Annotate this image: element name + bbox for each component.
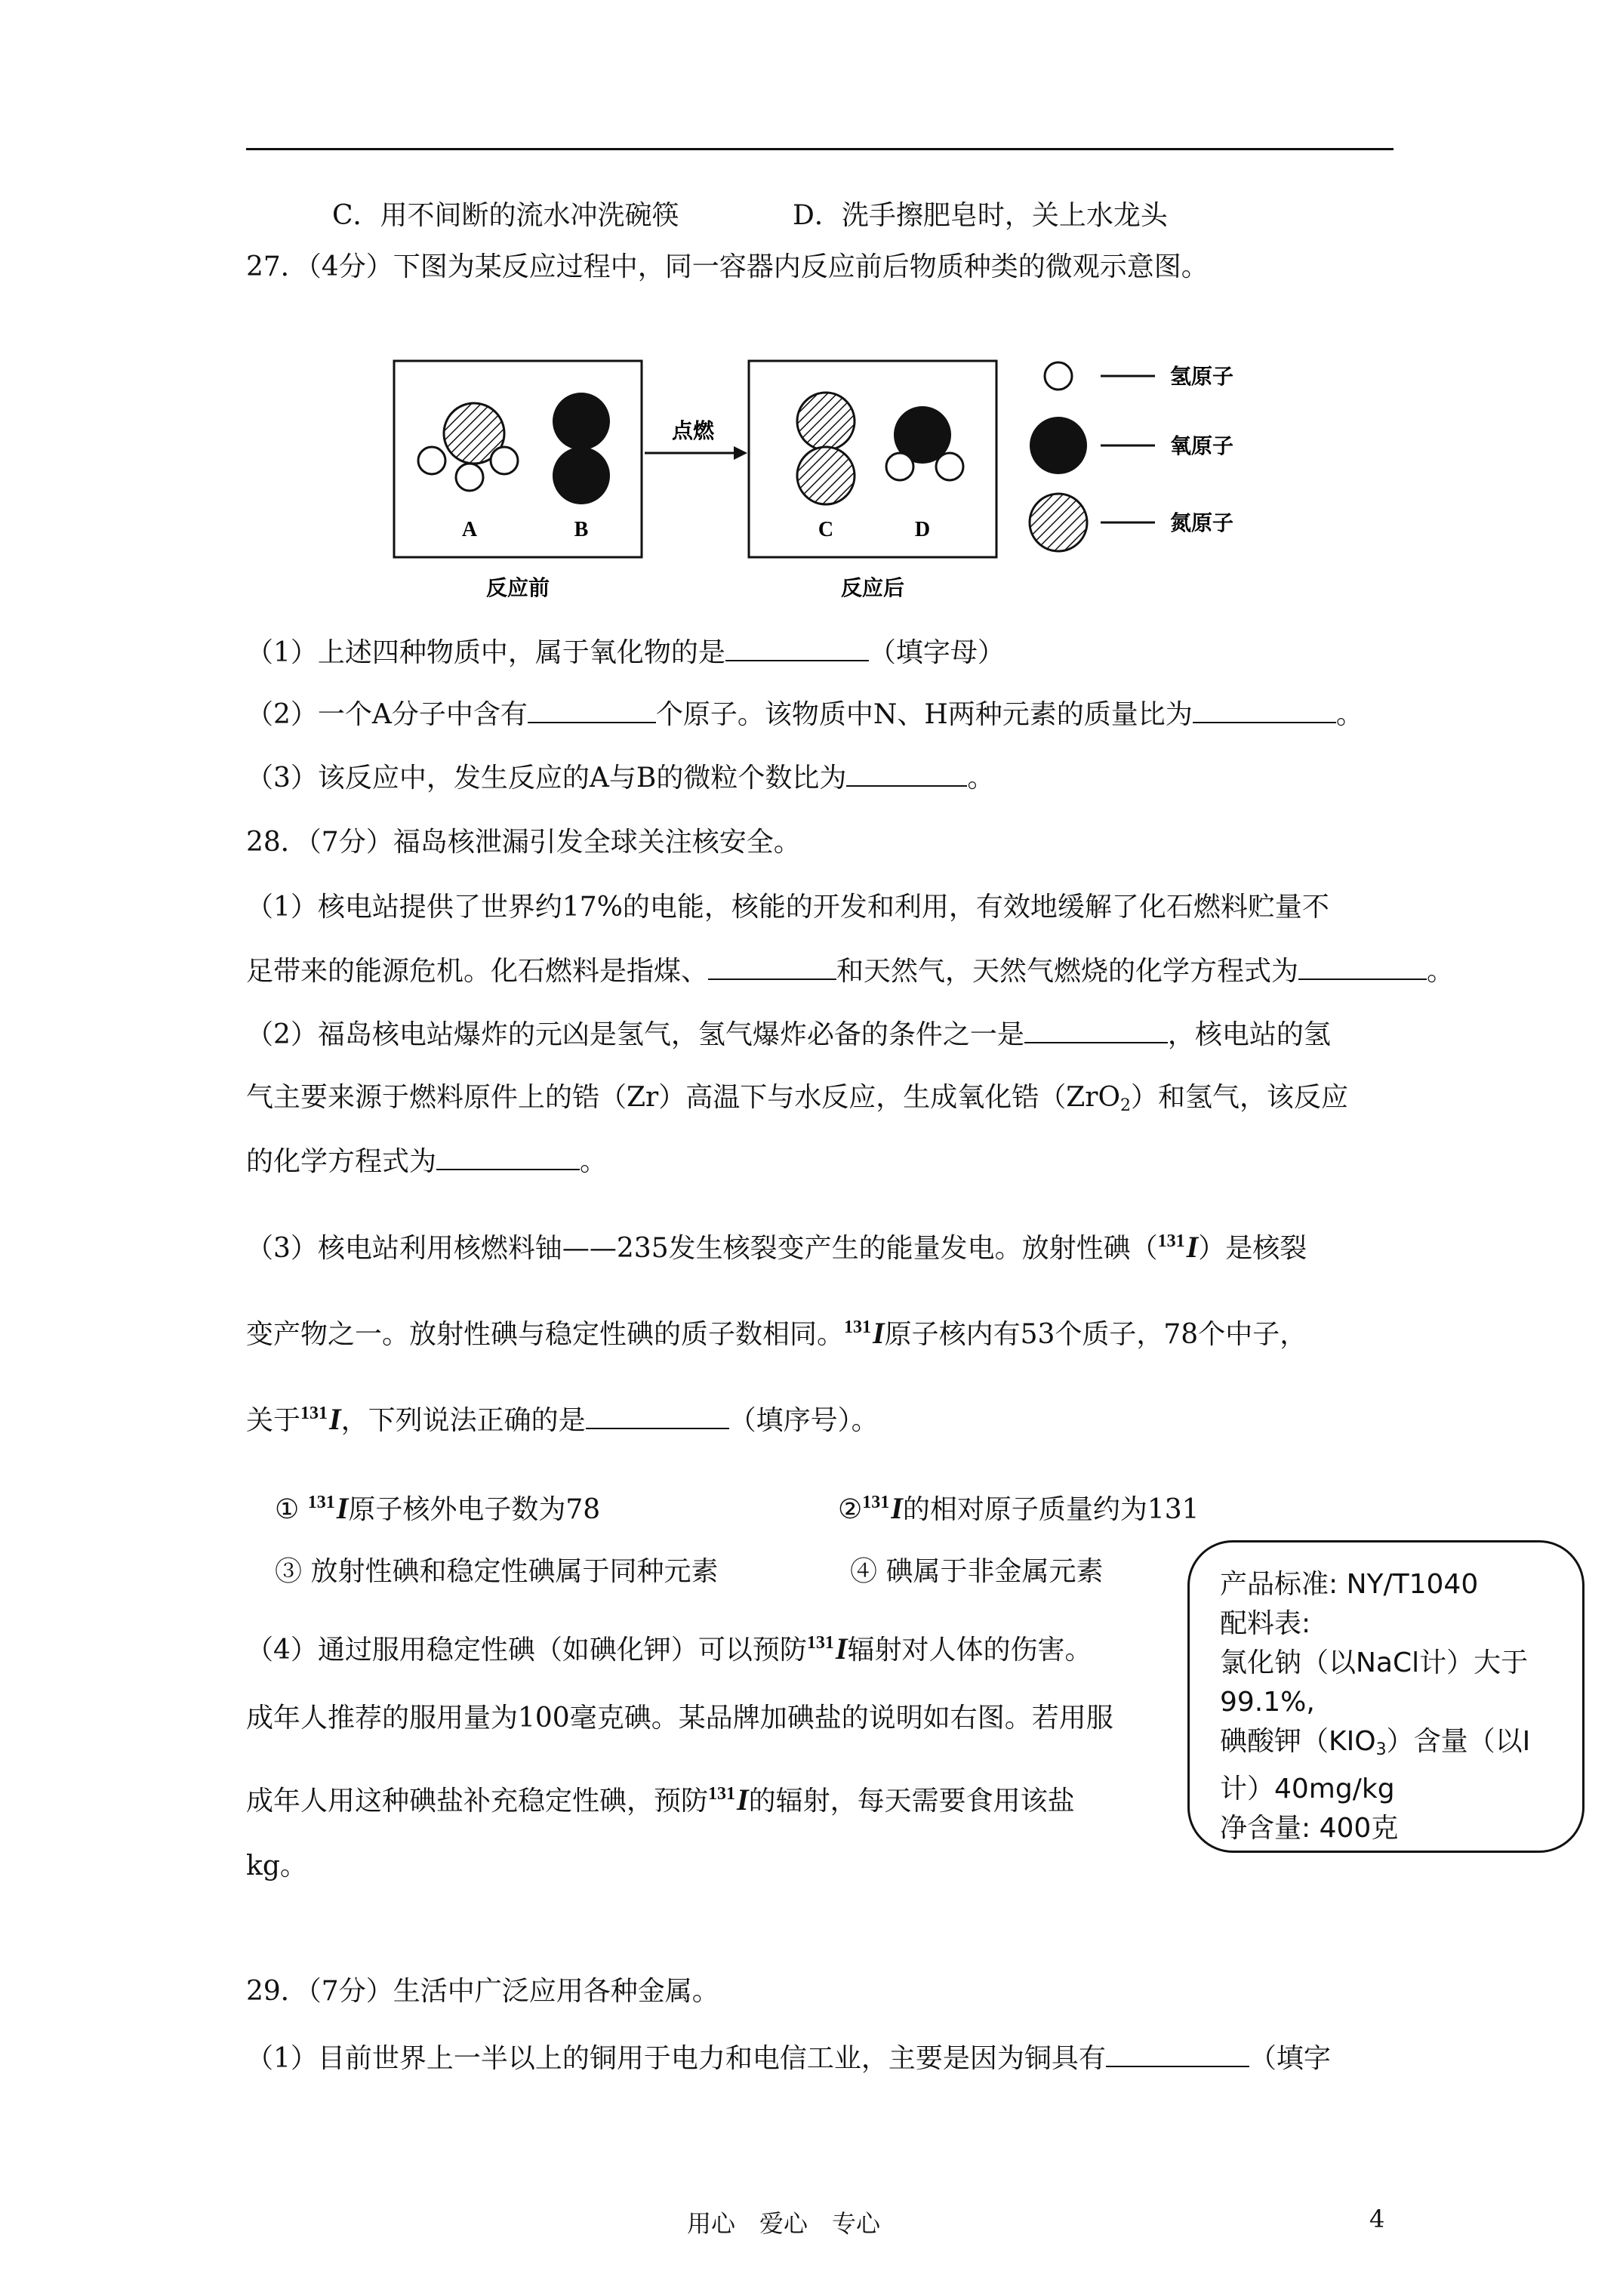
salt-label-standard: 产品标准: NY/T1040 (1220, 1569, 1479, 1600)
q28-part1-line1: （1）核电站提供了世界约17%的电能，核能的开发和利用，有效地缓解了化石燃料贮量不 (246, 892, 1329, 923)
q28-part4-line3: 成年人用这种碘盐补充稳定性碘，预防$^{131}$I的辐射，每天需要食用该盐 (246, 1783, 1075, 1817)
label-c: C (818, 518, 834, 541)
iodine-131: $^{131}$I (300, 1402, 341, 1436)
black-circle-icon (1030, 417, 1087, 474)
reaction-diagram (385, 355, 1291, 612)
answer-blank[interactable] (586, 1402, 729, 1429)
q29-title: 29．（7分）生活中广泛应用各种金属。 (246, 1976, 719, 2007)
answer-blank[interactable] (1193, 696, 1336, 723)
answer-blank[interactable] (1106, 2040, 1249, 2067)
q27-title: 27．（4分）下图为某反应过程中，同一容器内反应前后物质种类的微观示意图。 (246, 251, 1209, 282)
salt-label-kio3: 碘酸钾（KIO3）含量（以I (1220, 1726, 1531, 1759)
iodine-131: $^{131}$I (1157, 1230, 1199, 1264)
q28-part2-line3: 的化学方程式为 。 (246, 1143, 607, 1180)
salt-label-ingredients: 配料表: (1220, 1608, 1311, 1639)
salt-label-box (1187, 1540, 1585, 1853)
q27-part3: （3）该反应中，发生反应的A与B的微粒个数比为 。 (246, 760, 994, 797)
q28-title: 28．（7分）福岛核泄漏引发全球关注核安全。 (246, 827, 801, 858)
q28-part4-line1: （4）通过服用稳定性碘（如碘化钾）可以预防$^{131}$I辐射对人体的伤害。 (246, 1632, 1092, 1666)
arrow-label: 点燃 (671, 418, 715, 443)
option-c: C．用不间断的流水冲洗碗筷 (332, 200, 679, 231)
answer-blank[interactable] (708, 953, 836, 980)
q28-part1-line2: 足带来的能源危机。化石燃料是指煤、 和天然气，天然气燃烧的化学方程式为 。 (246, 953, 1454, 990)
iodine-131: $^{131}$I (844, 1316, 885, 1350)
q28-option2: ②$^{131}$I的相对原子质量约为131 (838, 1491, 1200, 1525)
answer-blank[interactable] (846, 760, 967, 787)
q28-part3-line2: 变产物之一。放射性碘与稳定性碘的质子数相同。$^{131}$I原子核内有53个质子，78个中子， (246, 1316, 1307, 1350)
q28-part2-line1: （2）福岛核电站爆炸的元凶是氢气，氢气爆炸必备的条件之一是 ，核电站的氢 (246, 1016, 1331, 1053)
answer-blank[interactable] (436, 1143, 580, 1170)
q28-part2-line2: 气主要来源于燃料原件上的锆（Zr）高温下与水反应，生成氧化锆（ZrO2）和氢气，该反应 (246, 1082, 1348, 1115)
after-label: 反应后 (840, 575, 905, 600)
salt-label-nacl: 氯化钠（以NaCl计）大于 (1220, 1647, 1529, 1678)
q28-part3-line3: 关于$^{131}$I，下列说法正确的是 （填序号）。 (246, 1402, 879, 1436)
salt-label-net-weight: 净含量: 400克 (1220, 1813, 1399, 1844)
q28-option4: ④ 碘属于非金属元素 (850, 1556, 1104, 1587)
legend-nitrogen: 氮原子 (1170, 510, 1234, 535)
before-label: 反应前 (485, 575, 550, 600)
iodine-131: $^{131}$I (862, 1491, 903, 1525)
label-a: A (461, 518, 478, 541)
salt-label-nacl-percent: 99.1%, (1220, 1687, 1315, 1718)
option-d: D．洗手擦肥皂时，关上水龙头 (793, 200, 1168, 231)
molecule-a (418, 403, 518, 491)
molecule-b (553, 393, 610, 504)
q28-option3: ③ 放射性碘和稳定性碘属于同种元素 (275, 1556, 719, 1587)
answer-blank[interactable] (1024, 1016, 1168, 1043)
iodine-131: $^{131}$I (708, 1783, 749, 1817)
white-circle-icon (1045, 362, 1072, 390)
answer-blank[interactable] (725, 634, 869, 661)
legend-oxygen: 氧原子 (1170, 433, 1234, 458)
iodine-131: $^{131}$I (806, 1632, 848, 1666)
molecule-c (797, 393, 855, 504)
iodine-131: $^{131}$I (307, 1491, 349, 1525)
reaction-arrow (645, 446, 747, 460)
page-number: 4 (1369, 2205, 1385, 2233)
q27-part2: （2）一个A分子中含有 个原子。该物质中N、H两种元素的质量比为 。 (246, 696, 1363, 733)
answer-blank[interactable] (528, 696, 656, 723)
q28-part4-line2: 成年人推荐的服用量为100毫克碘。某品牌加碘盐的说明如右图。若用服 (246, 1703, 1113, 1734)
label-d: D (914, 518, 931, 541)
q28-part3-line1: （3）核电站利用核燃料铀——235发生核裂变产生的能量发电。放射性碘（$^{131}$I）是核裂 (246, 1230, 1307, 1264)
header-rule (246, 148, 1394, 150)
q28-part4-line4: kg。 (246, 1851, 307, 1881)
q27-part1: （1）上述四种物质中，属于氧化物的是 （填字母） (246, 634, 1005, 671)
hatched-circle-icon (1030, 494, 1087, 551)
answer-blank[interactable] (1298, 953, 1427, 980)
q29-part1: （1）目前世界上一半以上的铜用于电力和电信工业，主要是因为铜具有 （填字 (246, 2040, 1331, 2077)
q28-option1: ① $^{131}$I原子核外电子数为78 (275, 1491, 601, 1525)
label-b: B (574, 518, 589, 541)
legend-hydrogen: 氢原子 (1170, 364, 1234, 389)
molecule-d (886, 406, 963, 480)
legend (1030, 362, 1233, 551)
footer-motto: 用心 爱心 专心 (687, 2209, 881, 2238)
salt-label-iodine-content: 计）40mg/kg (1220, 1774, 1395, 1804)
